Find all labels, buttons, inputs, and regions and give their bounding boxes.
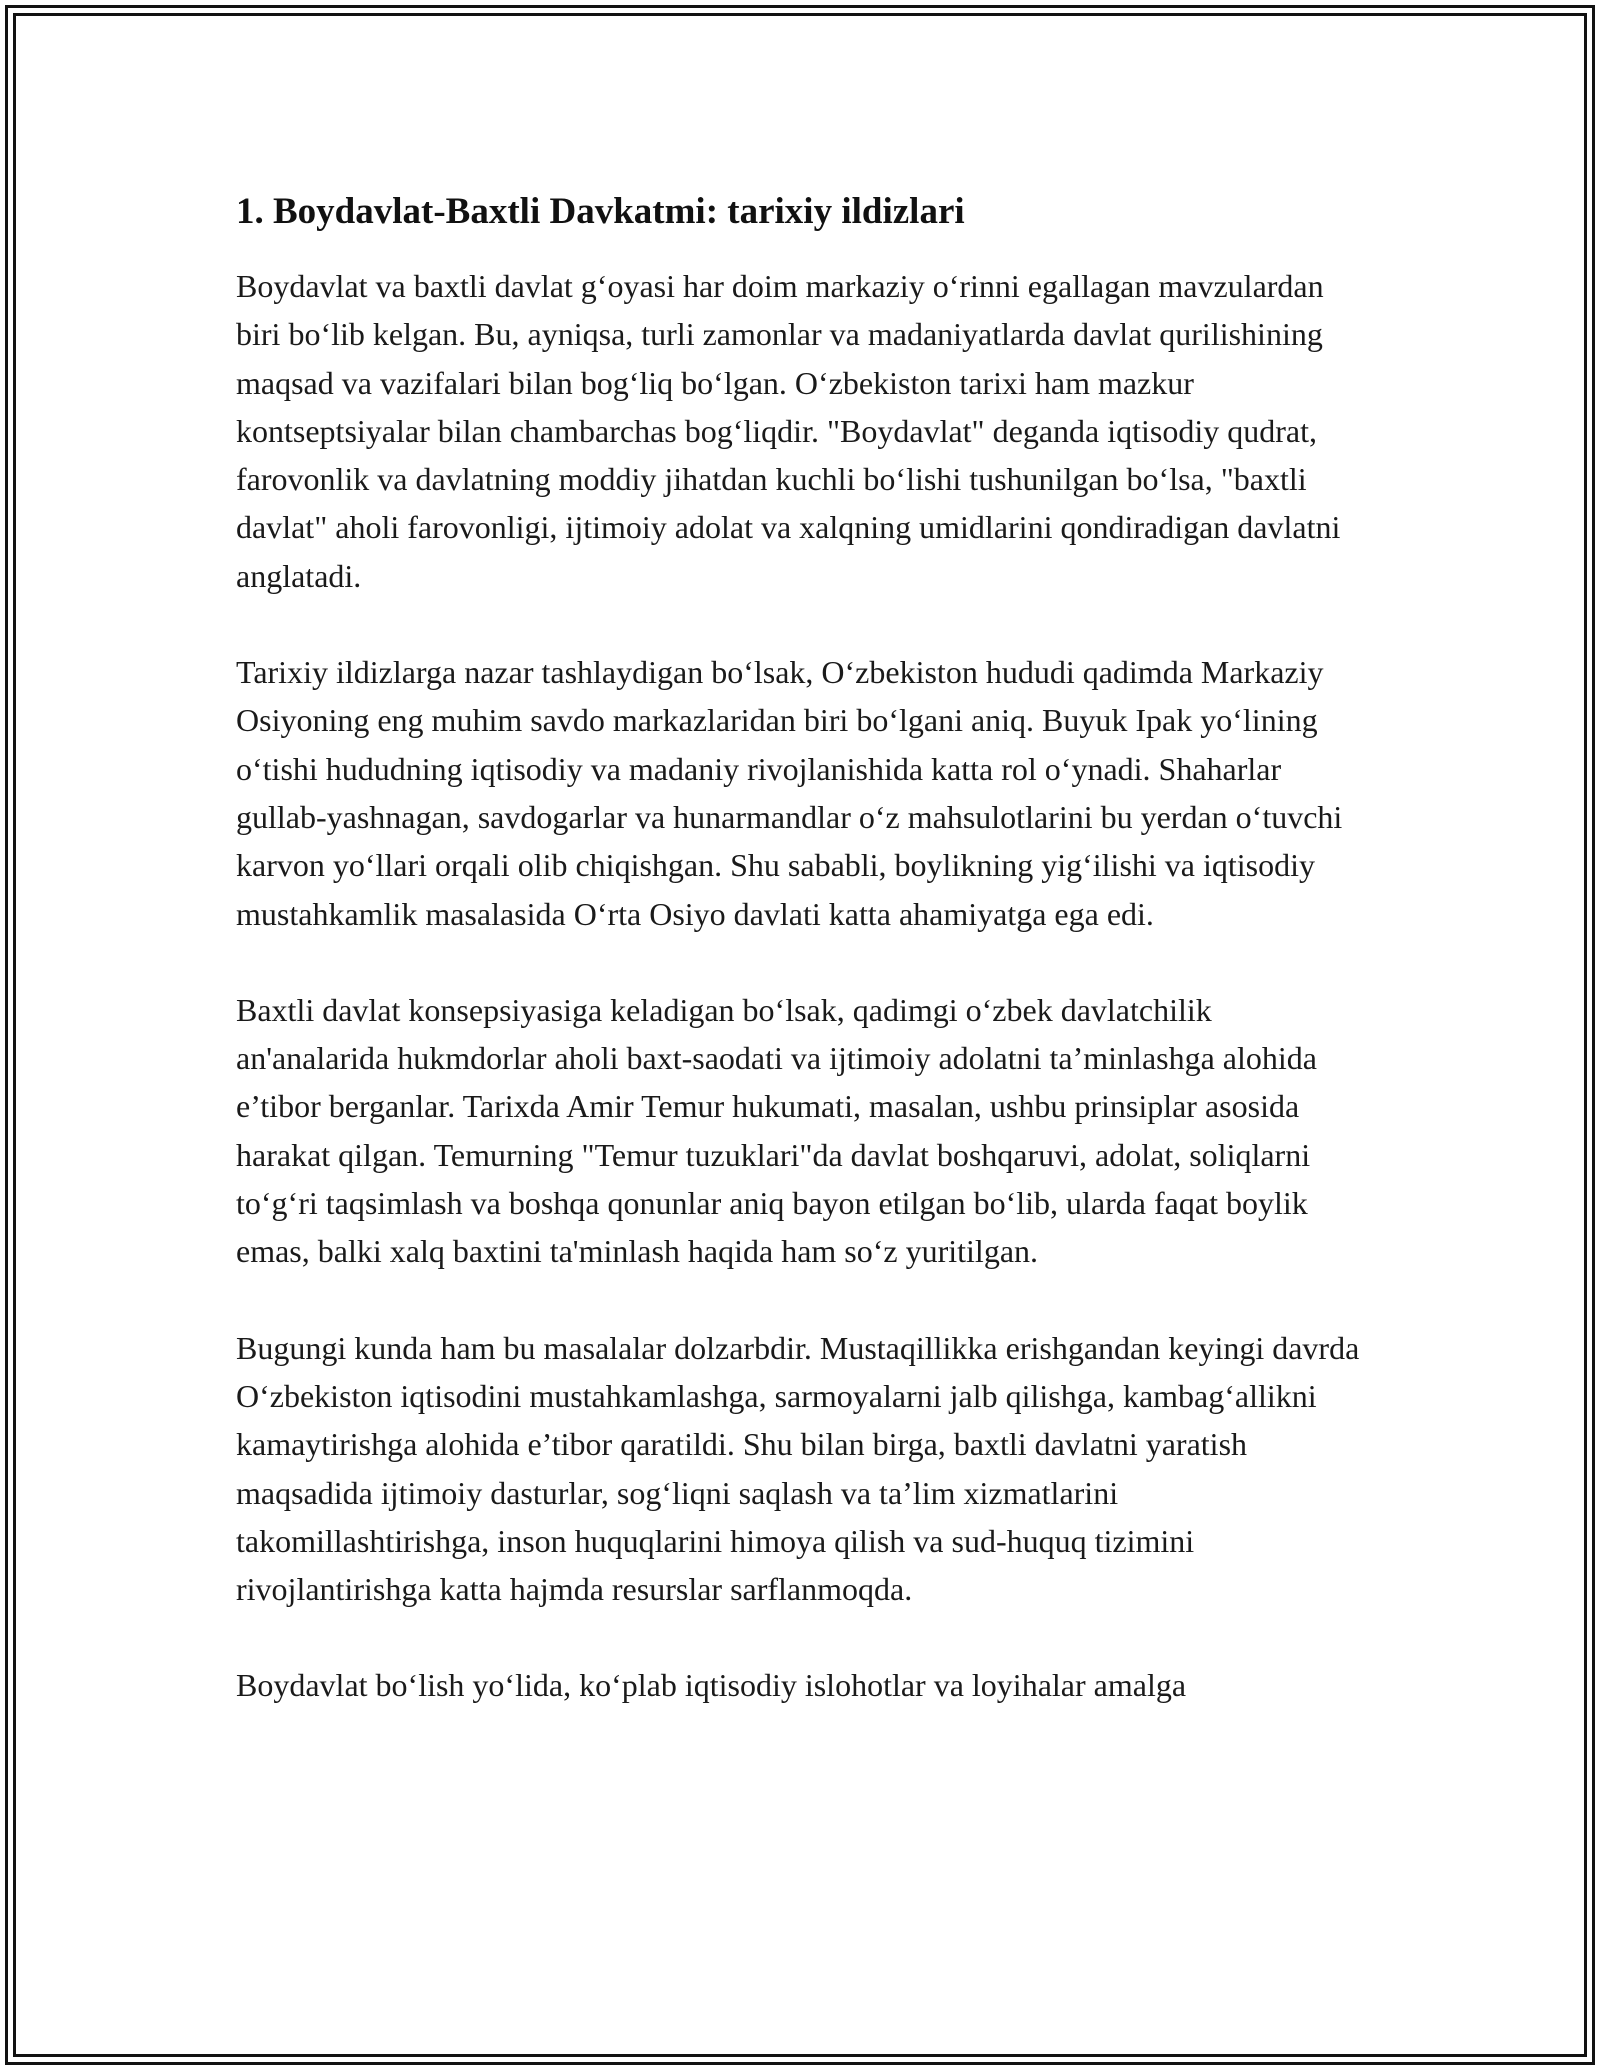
paragraph-2: Tarixiy ildizlarga nazar tashlaydigan bo‘lsak, O‘zbekiston hududi qadimda Markaziy Osiyoning eng muhim savdo markazlaridan biri bo‘lgani aniq. Buyuk Ipak yo‘lining o‘tishi hududning iqtisodiy va madaniy rivojlanishida katta rol o‘ynadi. Shaharlar gullab-yashnagan, savdogarlar va hunarmandlar o‘z mahsulotlarini bu yerdan o‘tuvchi karvon yo‘llari orqali olib chiqishgan. Shu sababli, boylikning yig‘ilishi va iqtisodiy mustahkamlik masalasida O‘rta Osiyo davlati katta ahamiyatga ega edi. bbox=[236, 654, 1343, 932]
paragraph-5: Boydavlat bo‘lish yo‘lida, ko‘plab iqtisodiy islohotlar va loyihalar amalga bbox=[236, 1667, 1187, 1704]
document-body bbox=[236, 188, 1366, 1758]
paragraph-4: Bugungi kunda ham bu masalalar dolzarbdir. Mustaqillikka erishgandan keyingi davrda O‘zbekiston iqtisodini mustahkamlashga, sarmoyalarni jalb qilishga, kambag‘allikni kamaytirishga alohida e’tibor qaratildi. Shu bilan birga, baxtli davlatni yaratish maqsadida ijtimoiy dasturlar, sog‘liqni saqlash va ta’lim xizmatlarini takomillashtirishga, inson huquqlarini himoya qilish va sud-huquq tizimini rivojlantirishga katta hajmda resurslar sarflanmoqda. bbox=[236, 1329, 1360, 1608]
paragraph-3: Baxtli davlat konsepsiyasiga keladigan bo‘lsak, qadimgi o‘zbek davlatchilik an'analarida hukmdorlar aholi baxt-saodati va ijtimoiy adolatni ta’minlashga alohida e’tibor berganlar. Tarixda Amir Temur hukumati, masalan, ushbu prinsiplar asosida harakat qilgan. Temurning "Temur tuzuklari"da davlat boshqaruvi, adolat, soliqlarni to‘g‘ri taqsimlash va boshqa qonunlar aniq bayon etilgan bo‘lib, ularda faqat boylik emas, balki xalq baxtini ta'minlash haqida ham so‘z yuritilgan. bbox=[236, 991, 1317, 1270]
paragraph-1: Boydavlat va baxtli davlat g‘oyasi har doim markaziy o‘rinni egallagan mavzulardan biri bo‘lib kelgan. Bu, ayniqsa, turli zamonlar va madaniyatlarda davlat qurilishining maqsad va vazifalari bilan bog‘liq bo‘lgan. O‘zbekiston tarixi ham mazkur kontseptsiyalar bilan chambarchas bog‘liqdir. "Boydavlat" deganda iqtisodiy qudrat, farovonlik va davlatning moddiy jihatdan kuchli bo‘lishi tushunilgan bo‘lsa, "baxtli davlat" aholi farovonligi, ijtimoiy adolat va xalqning umidlarini qondiradigan davlatni anglatadi. bbox=[236, 268, 1341, 594]
section-heading: 1. Boydavlat-Baxtli Davkatmi: tarixiy ildizlari bbox=[236, 191, 965, 232]
